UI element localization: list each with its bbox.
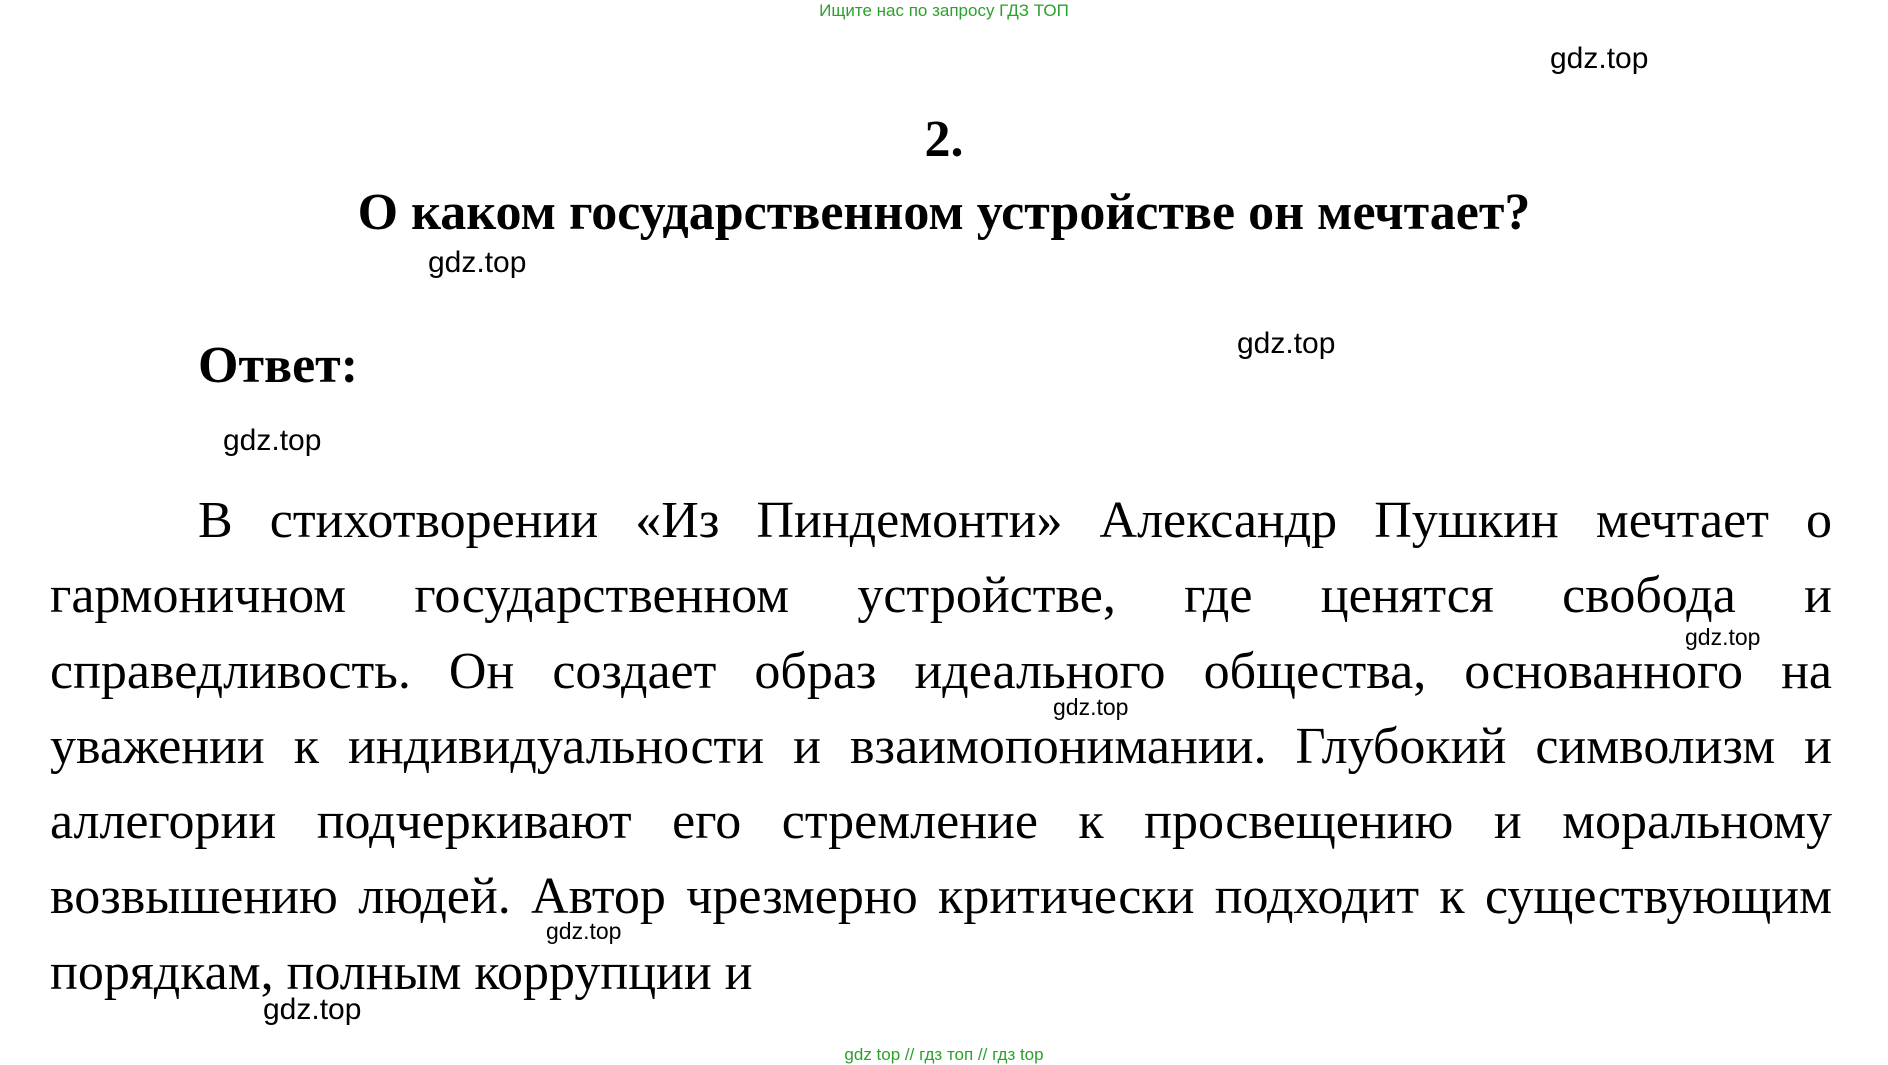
watermark: gdz.top (1685, 624, 1761, 650)
search-hint: Ищите нас по запросу ГДЗ ТОП (819, 1, 1069, 20)
watermark: gdz.top (1550, 42, 1649, 75)
task-question: О каком государственном устройстве он мечтает? (357, 184, 1531, 241)
watermark: gdz.top (546, 918, 622, 944)
answer-text: В стихотворении «Из Пиндемонти» Александр Пушкин мечтает о гармоничном государственном устройстве, где ценятся свобода и справедливость. Он создает образ идеального общества, основанного на уважении к индивидуальности и взаимопонимании. Глубокий символизм и аллегории подчеркивают его стремление к просвещению и моральному возвышению людей. Автор чрезмерно критически подходит к существующим порядкам, полным коррупции и (50, 492, 1832, 1001)
footer-links[interactable]: gdz top // гдз топ // гдз top (844, 1045, 1044, 1064)
watermark: gdz.top (263, 993, 362, 1026)
task-number: 2. (924, 111, 964, 168)
watermark: gdz.top (1053, 694, 1129, 720)
watermark: gdz.top (428, 246, 527, 279)
watermark: gdz.top (223, 424, 322, 457)
watermark: gdz.top (1237, 327, 1336, 360)
answer-label: Ответ: (198, 337, 359, 394)
